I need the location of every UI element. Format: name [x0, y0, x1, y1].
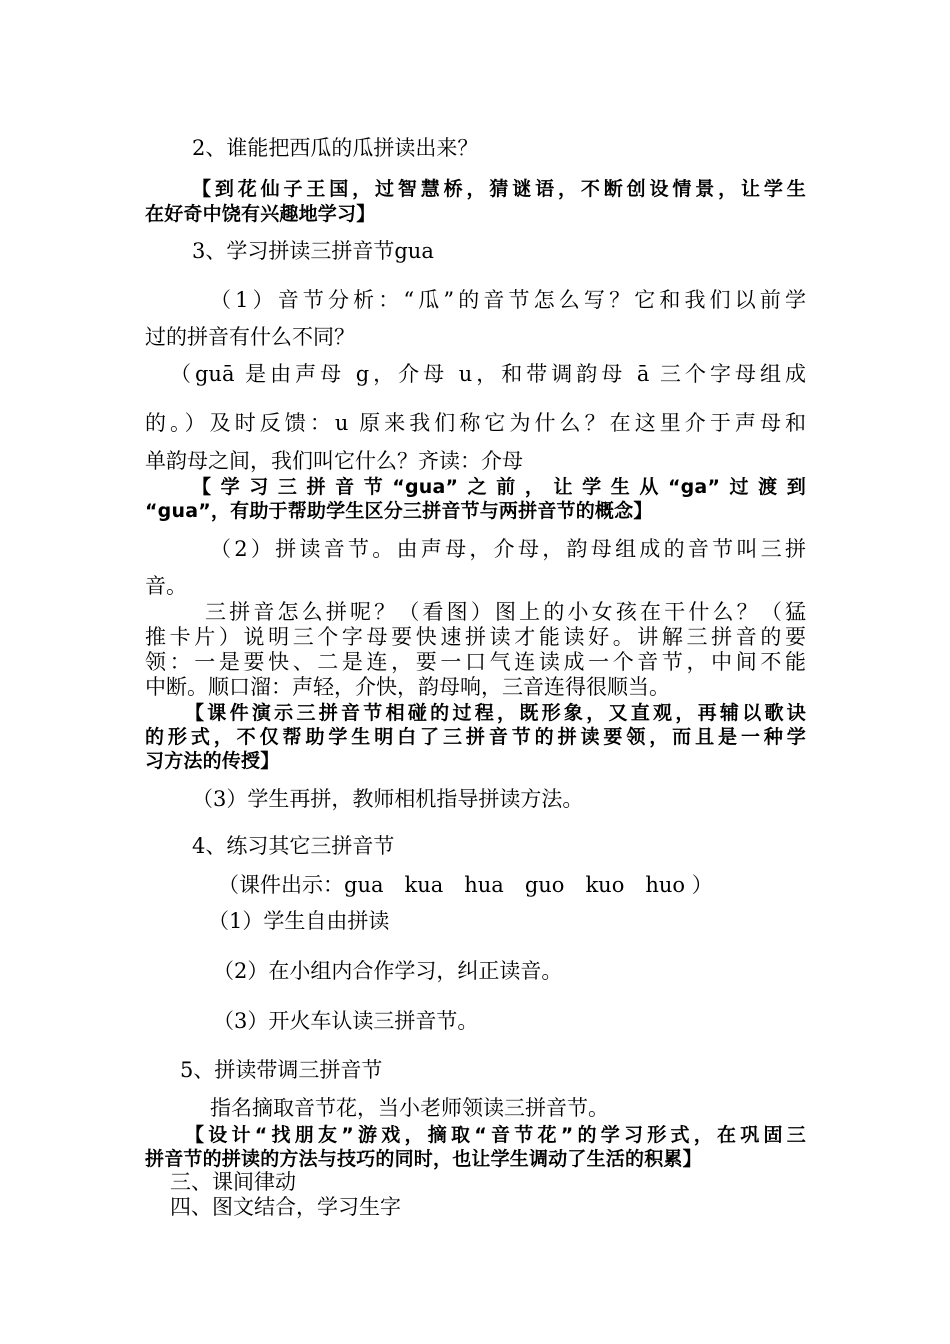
item-4-2: （2）在小组内合作学习，纠正读音。 [213, 959, 563, 983]
item-3-2-line-1: （2）拼读音节。由声母，介母，韵母组成的音节叫三拼 [210, 537, 806, 561]
item-4-3: （3）开火车认读三拼音节。 [213, 1009, 479, 1033]
note-1-line-1: 【到花仙子王国，过智慧桥，猜谜语，不断创设情景，让学生 [192, 178, 806, 200]
note-3-line-1: 【课件演示三拼音节相碰的过程，既形象，又直观，再辅以歌诀 [185, 702, 806, 724]
note-4-line-2: 拼音节的拼读的方法与技巧的同时，也让学生调动了生活的积累】 [145, 1148, 702, 1170]
item-3-heading: 3、学习拼读三拼音节gua [192, 239, 434, 263]
item-3-1-line-5: 单韵母之间，我们叫它什么？齐读：介母 [145, 449, 523, 473]
item-5-heading: 5、拼读带调三拼音节 [180, 1058, 383, 1082]
item-3-3: （3）学生再拼，教师相机指导拼读方法。 [192, 787, 584, 811]
paragraph-line-1: 三拼音怎么拼呢？（看图）图上的小女孩在干什么？（猛 [205, 600, 806, 624]
paragraph-line-2: 推卡片）说明三个字母要快速拼读才能读好。讲解三拼音的要 [145, 625, 806, 649]
item-3-1-line-3: （guā 是由声母 g，介母 u，和带调韵母 ā 三个字母组成 [170, 362, 806, 386]
note-3-line-2: 的形式，不仅帮助学生明白了三拼音节的拼读要领，而且是一种学 [145, 726, 806, 748]
item-2-question: 2、谁能把西瓜的瓜拼读出来？ [192, 136, 479, 160]
item-3-1-line-2: 过的拼音有什么不同？ [145, 325, 355, 349]
note-2-line-1: 【学习三拼音节“gua”之前，让学生从“ga”过渡到 [192, 476, 806, 498]
note-4-line-1: 【设计“找朋友”游戏，摘取“音节花”的学习形式，在巩固三 [185, 1124, 806, 1146]
section-4-heading: 四、图文结合，学习生字 [170, 1195, 401, 1219]
item-5-text: 指名摘取音节花，当小老师领读三拼音节。 [210, 1096, 609, 1120]
item-4-courseware: （课件出示：gua kua hua guo kuo huo ） [218, 873, 713, 897]
note-3-line-3: 习方法的传授】 [145, 750, 280, 772]
item-3-2-line-2: 音。 [145, 574, 187, 598]
note-1-line-2: 在好奇中饶有兴趣地学习】 [145, 203, 376, 225]
item-4-1: （1）学生自由拼读 [208, 909, 390, 933]
paragraph-line-3: 领：一是要快、二是连，要一口气连读成一个音节，中间不能 [145, 650, 806, 674]
item-3-1-line-4: 的。）及时反馈：u 原来我们称它为什么？在这里介于声母和 [145, 411, 806, 435]
item-3-1-line-1: （1）音节分析：“瓜”的音节怎么写？它和我们以前学 [210, 288, 806, 312]
section-3-heading: 三、课间律动 [170, 1170, 296, 1194]
item-4-heading: 4、练习其它三拼音节 [192, 834, 395, 858]
note-2-line-2: “gua”，有助于帮助学生区分三拼音节与两拼音节的概念】 [145, 500, 653, 522]
paragraph-line-4: 中断。顺口溜：声轻，介快，韵母响，三音连得很顺当。 [145, 675, 670, 699]
